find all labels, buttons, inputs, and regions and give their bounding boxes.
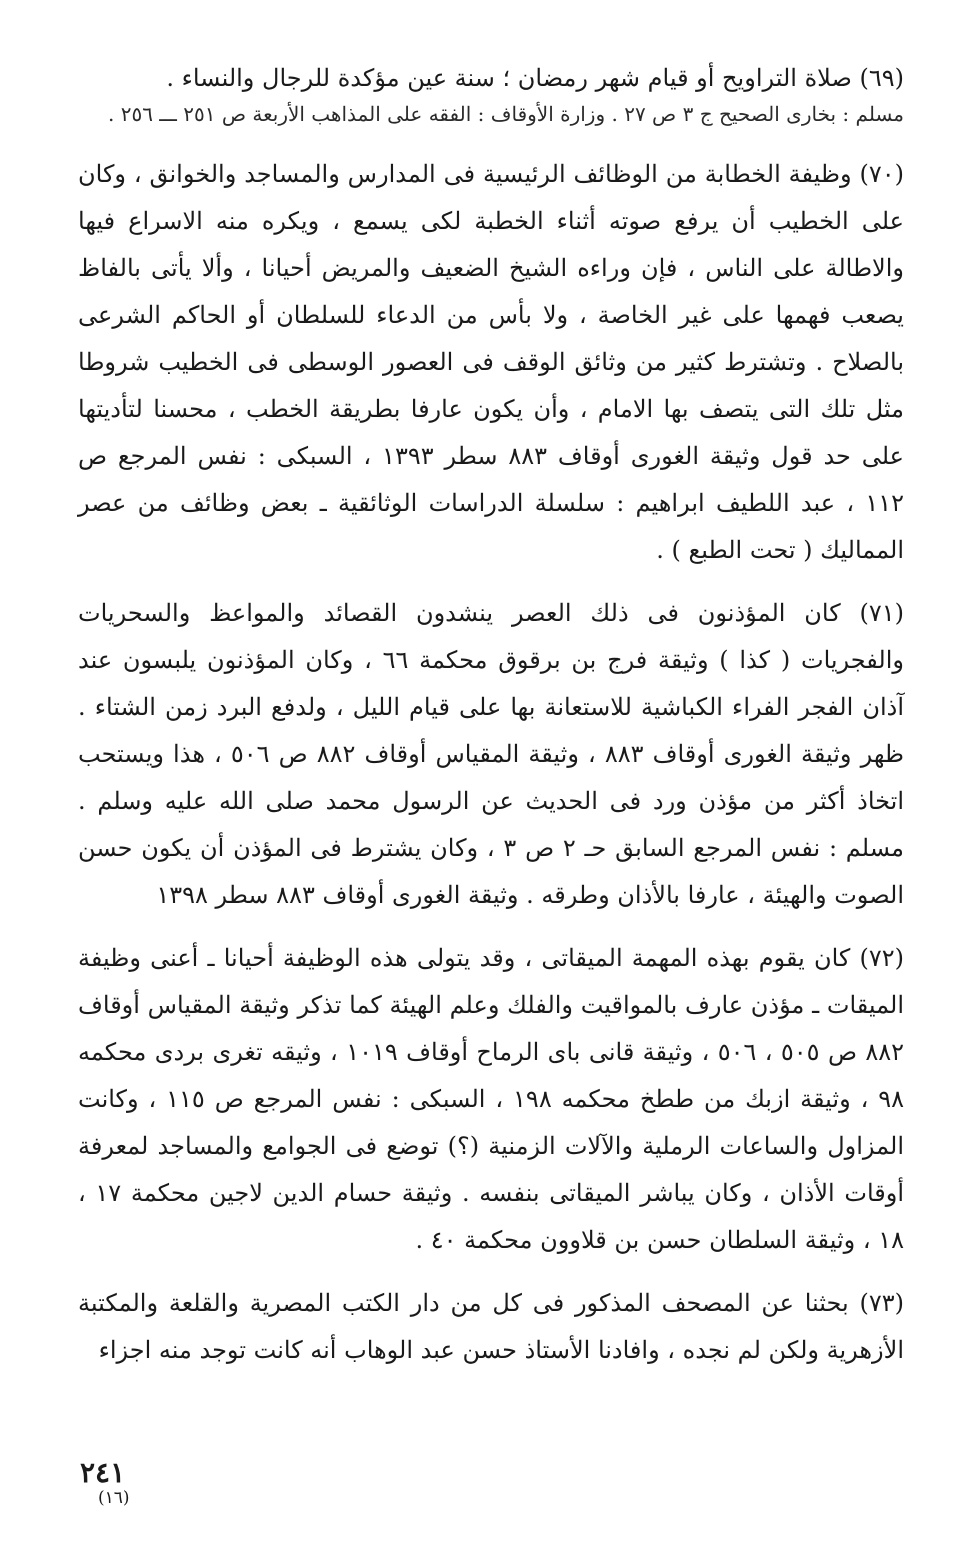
footnote-72: (٧٢) كان يقوم بهذه المهمة الميقاتى ، وقد يتولى هذه الوظيفة أحيانا ـ أعنى وظيفة الميقات ـ مؤذن عارف بالمواقيت والفلك وعلم الهيئة كما تذكر وثيقة المقياس أوقاف ٨٨٢ ص ٥٠٥ ، ٥٠٦ ، وثيقة قانى باى الرماح أوقاف ١٠١٩ ، وثيقه تغرى بردى محكمه ٩٨ ، وثيقة ازبك من ططخ محكمه ١٩٨ ، السبكى : نفس المرجع ص ١١٥ ، وكانت المزاول والساعات الرملية والآلات الزمنية (؟) توضع فى الجوامع والمساجد لمعرفة أوقات الأذان ، وكان يباشر الميقاتى بنفسه . وثيقة حسام الدين لاجين محكمة ١٧ ، ١٨ ، وثيقة السلطان حسن بن قلاوون محكمة ٤٠ .: [78, 944, 905, 1254]
footnote-69-reference: مسلم : بخاری الصحيح ج ٣ ص ٢٧ . وزارة الأوقاف : الفقه على المذاهب الأربعة ص ٢٥١ ـــ ٢٥٦ .: [108, 102, 904, 126]
footnote-73: (٧٣) بحثنا عن المصحف المذكور فى كل من دار الكتب المصرية والقلعة والمكتبة الأزهرية ولكن لم نجده ، وافادنا الأستاذ حسن عبد الوهاب أنه كانت توجد منه اجزاء: [78, 1289, 904, 1364]
footnote-69: [78, 56, 904, 129]
page-footer: [80, 1458, 130, 1508]
signature-mark: (١٦): [98, 1488, 130, 1508]
page-number: ٢٤١: [80, 1456, 126, 1489]
footnote-70: (٧٠) وظيفة الخطابة من الوظائف الرئيسية فى المدارس والمساجد والخوانق ، وكان على الخطيب أن يرفع صوته أثناء الخطبة لكى يسمع ، ويكره منه الاسراع فيها والاطالة على الناس ، فإن وراءه الشيخ الضعيف والمريض أحيانا ، وألا يأتى بالفاظ يصعب فهمها على غير الخاصة ، ولا بأس من الدعاء للسلطان أو الحاكم الشرعى بالصلاح . وتشترط كثير من وثائق الوقف فى العصور الوسطى فى الخطيب شروطا مثل تلك التى يتصف بها الامام ، وأن يكون عارفا بطريقة الخطب ، محسنا لتأديتها على حد قول وثيقة الغورى أوقاف ٨٨٣ سطر ١٣٩٣ ، السبكى : نفس المرجع ص ١١٢ ، عبد اللطيف ابراهيم : سلسلة الدراسات الوثائقية ـ بعض وظائف من عصر المماليك ( تحت الطبع ) .: [78, 160, 905, 564]
footnotes-page: [78, 56, 904, 1390]
footnote-69-text: (٦٩) صلاة التراويح أو قيام شهر رمضان ؛ سنة عين مؤكدة للرجال والنساء .: [166, 64, 904, 92]
footnote-71: (٧١) كان المؤذنون فى ذلك العصر ينشدون القصائد والمواعظ والسحريات والفجريات ( كذا ) وثيقة فرج بن برقوق محكمة ٦٦ ، وكان المؤذنون يلبسون عند آذان الفجر الفراء الكباشية للاستعانة بها على قيام الليل ، ولدفع البرد زمن الشتاء . ظهر وثيقة الغورى أوقاف ٨٨٣ ، وثيقة المقياس أوقاف ٨٨٢ ص ٥٠٦ ، هذا ويستحب اتخاذ أكثر من مؤذن ورد فى الحديث عن الرسول محمد صلى الله عليه وسلم . مسلم : نفس المرجع السابق حـ ٢ ص ٣ ، وكان يشترط فى المؤذن أن يكون حسن الصوت والهيئة ، عارفا بالأذان وطرقه . وثيقة الغورى أوقاف ٨٨٣ سطر ١٣٩٨: [78, 599, 905, 909]
